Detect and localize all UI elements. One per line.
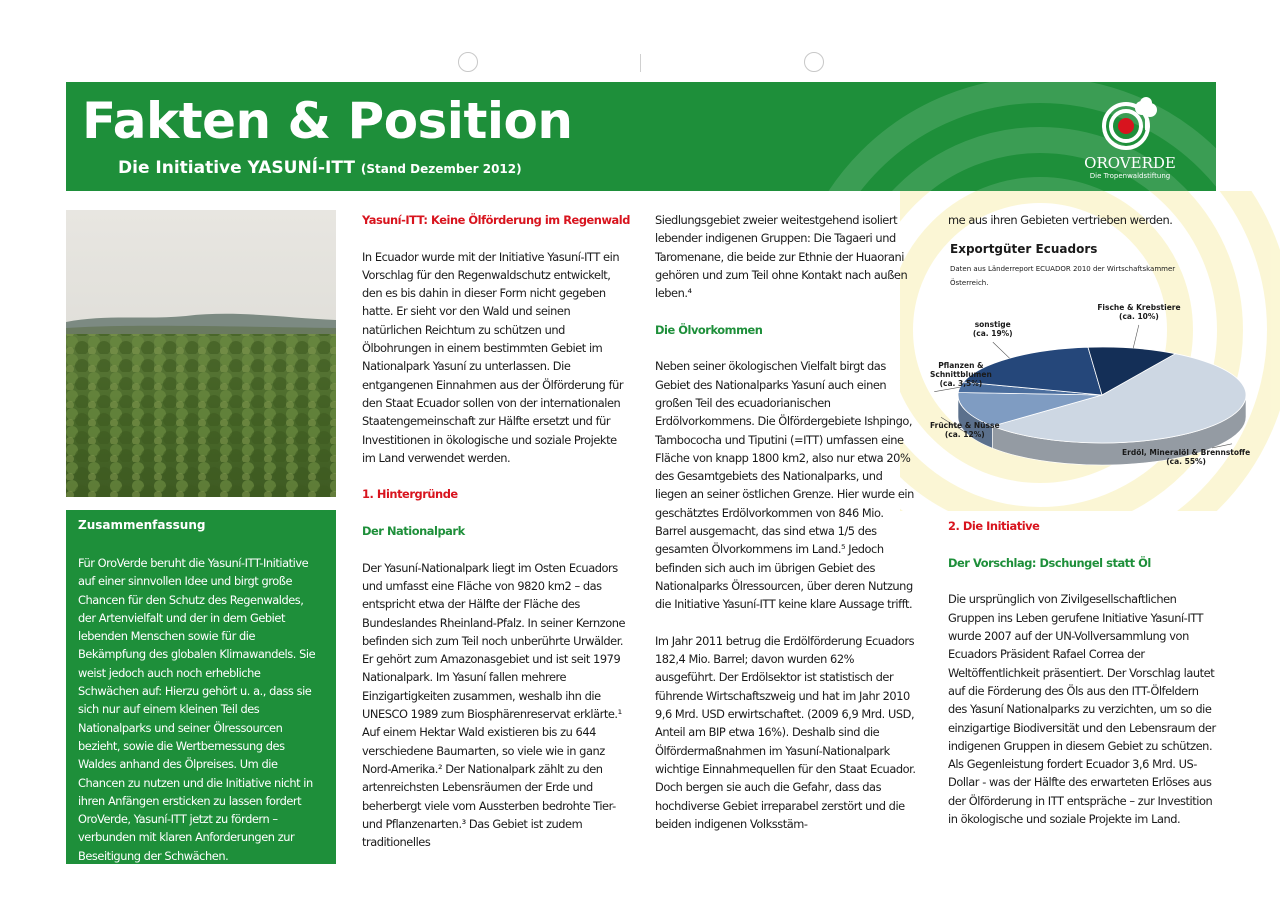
subsection-nationalpark: Der Nationalpark (362, 524, 465, 539)
pie-leader-line (934, 387, 960, 391)
pie-label-line: (ca. 19%) (972, 329, 1013, 339)
chart-subtitle: Daten aus Länderreport ECUADOR 2010 der Wirtschaftskammer Österreich. (950, 265, 1176, 287)
section-heading-2: 2. Die Initiative (948, 519, 1040, 534)
pie-label-line: Erdöl, Mineralöl & Brennstoffe (1122, 447, 1251, 457)
pie-leader-line (1133, 325, 1139, 348)
summary-heading: Zusammenfassung (78, 518, 206, 532)
subsection-proposal: Der Vorschlag: Dschungel statt Öl (948, 555, 1151, 570)
brand-name: OROVERDE (1084, 154, 1176, 172)
pie-label (973, 320, 1013, 338)
pie-label-line: Fische & Krebstiere (1097, 302, 1181, 312)
intro-paragraph: In Ecuador wurde mit der Initiative Yasuní-ITT ein Vorschlag für den Regenwaldschutz entwickelt, den es bis dahin in dieser Form nicht gegeben hatte. Er sieht vor den Wald und seinen natürlichen Reichtum zu schützen und Ölbohrungen in einem bestimmten Gebiet im Nationalpark Yasuní zu unterlassen. Die entgangenen Einnahmen aus der Ölförderung für den Staat Ecuador sollen von der internationalen Staatengemeinschaft zur Hälfte ersetzt und für Investitionen in ökologische und soziale Projekte im Land verwendet werden. (362, 249, 624, 465)
pie-label (1097, 303, 1180, 321)
summary-box (66, 510, 336, 864)
pie-label (930, 421, 1000, 439)
oroverde-logo (1080, 96, 1180, 178)
subtitle-date: (Stand Dezember 2012) (360, 162, 522, 176)
pie-label-line: (ca. 3,5%) (939, 378, 983, 388)
tree-target-icon (1100, 96, 1160, 152)
production-paragraph: Im Jahr 2011 betrug die Erdölförderung Ecuadors 182,4 Mio. Barrel; davon wurden 62% ausgeführt. Der Erdölsektor ist statistisch der führende Wirtschaftszweig und hat im Jahr 2010 9,6 Mrd. USD erwirtschaftet. (2009 6,9 Mrd. USD, Anteil am BIP etwa 16%). Deshalb sind die Ölfördermaßnahmen im Yasuní-Nationalpark wichtige Einnahmequellen für den Staat Ecuador. Doch bergen sie auch die Gefahr, dass das hochdiverse Gebiet irreparabel zerstört und die beiden indigenen Volksstäm- (655, 633, 916, 831)
section-heading-1: 1. Hintergründe (362, 487, 458, 502)
indigenous-paragraph: Siedlungsgebiet zweier weitestgehend isoliert lebender indigenen Gruppen: Die Tagaeri und Taromenane, die beide zur Ethnie der Huaorani gehören und zum Teil ohne Kontakt nach außen leben.⁴ (655, 213, 908, 301)
page-subtitle (118, 158, 522, 178)
text-column-3 (655, 211, 917, 851)
pie-label-line: Schnittblumen (930, 369, 992, 379)
page-title: Fakten & Position (82, 92, 573, 150)
export-pie-chart (930, 240, 1250, 510)
punch-hole-right (804, 52, 824, 72)
fold-mark (640, 54, 641, 72)
pie-label-line: (ca. 10%) (1119, 311, 1159, 321)
intro-heading: Yasuní-ITT: Keine Ölförderung im Regenwald (362, 213, 630, 227)
nationalpark-paragraph: Der Yasuní-Nationalpark liegt im Osten Ecuadors und umfasst eine Fläche von 9820 km2 – das entspricht etwa der Hälfte der Fläche des Bundeslandes Rheinland-Pfalz. In seiner Kernzone befinden sich zum Teil noch unberührte Urwälder. Er gehört zum Amazonasgebiet und ist seit 1979 Nationalpark. Im Yasuní fallen mehrere Einzigartigkeiten zusammen, weshalb ihn die UNESCO 1989 zum Biosphärenreservat erklärte.¹ Auf einem Hektar Wald existieren bis zu 644 verschiedene Baumarten, so viele wie in ganz Nord-Amerika.² Der Nationalpark zählt zu den artenreichsten Lebensräumen der Erde und beherbergt viele vom Aussterben bedrohte Tier- und Pflanzenarten.³ Das Gebiet ist zudem traditionelles (362, 560, 626, 850)
pie-label-line: (ca. 55%) (1166, 456, 1206, 466)
pie-label-line: sonstige (974, 320, 1011, 330)
pie-label-line: Früchte & Nüsse (930, 421, 1000, 431)
header-banner (66, 82, 1216, 191)
subsection-oil: Die Ölvorkommen (655, 322, 763, 337)
text-column-2 (362, 211, 630, 870)
punch-hole-left (458, 52, 478, 72)
pie-label (930, 361, 992, 388)
brand-tagline: Die Tropenwaldstiftung (1089, 172, 1171, 180)
oil-paragraph: Neben seiner ökologischen Vielfalt birgt das Gebiet des Nationalparks Yasuní auch einen großen Teil des ecuadorianischen Erdölvorkommens. Die Ölfördergebiete Ishpingo, Tambococha und Tiputini (=ITT) umfassen eine Fläche von knapp 1800 km2, also nur etwa 20% des Gesamtgebiets des Nationalparks, und liegen an seiner östlichen Grenze. Hier wurde ein geschätztes Erdölvorkommen von 846 Mio. Barrel ausgemacht, das sind etwa 1/5 des gesamten Ölvorkommens im Land.⁵ Jedoch befinden sich auch im übrigen Gebiet des Nationalparks Ölressourcen, über deren Nutzung die Initiative Yasuní-ITT keine klare Aussage trifft. (655, 359, 914, 612)
summary-text: Für OroVerde beruht die Yasuní-ITT-Initiative auf einer sinnvollen Idee und birgt große Chancen für den Schutz des Regenwaldes, der Artenvielfalt und der in dem Gebiet lebenden Menschen sowie für die Bekämpfung des globalen Klimawandels. Sie weist jedoch auch noch erhebliche Schwächen auf: Hierzu gehört u. a., dass sie sich nur auf einem kleinen Teil des Nationalparks und seiner Ölressourcen bezieht, sowie die Wertbemessung des Waldes anhand des Ölpreises. Um die Chancen zu nutzen und die Initiative nicht in ihren Anfängen ersticken zu lassen fordert OroVerde, Yasuní-ITT jetzt zu fördern – verbunden mit klaren Anforderungen zur Beseitigung der Schwächen. (78, 556, 316, 863)
pie-leader-line (993, 342, 1010, 358)
pie-label-line: (ca. 12%) (944, 430, 985, 440)
continuation-paragraph: me aus ihren Gebieten vertrieben werden. (948, 213, 1173, 227)
subtitle-main: Die Initiative YASUNÍ-ITT (118, 158, 355, 178)
pie-label (1122, 448, 1250, 466)
rainforest-photo (66, 210, 336, 497)
proposal-paragraph: Die ursprünglich von Zivilgesellschaftlichen Gruppen ins Leben gerufene Initiative Yasuní-ITT wurde 2007 auf der UN-Vollversammlung von Ecuadors Präsident Rafael Correa der Weltöffentlichkeit präsentiert. Der Vorschlag lautet auf die Förderung des Öls aus den ITT-Ölfeldern des Yasuní Nationalparks zu verzichten, um so die einzigartige Biodiversität und den Lebensraum der indigenen Gruppen in diesem Gebiet zu schützen. Als Gegenleistung fordert Ecuador 3,6 Mrd. US-Dollar - was der Hälfte des erwarteten Erlöses aus der Ölförderung in ITT entspräche – zur Investition in ökologische und soziale Projekte im Land. (948, 592, 1216, 827)
pie-label-line: Pflanzen & (938, 360, 984, 370)
chart-title: Exportgüter Ecuadors (950, 242, 1098, 256)
